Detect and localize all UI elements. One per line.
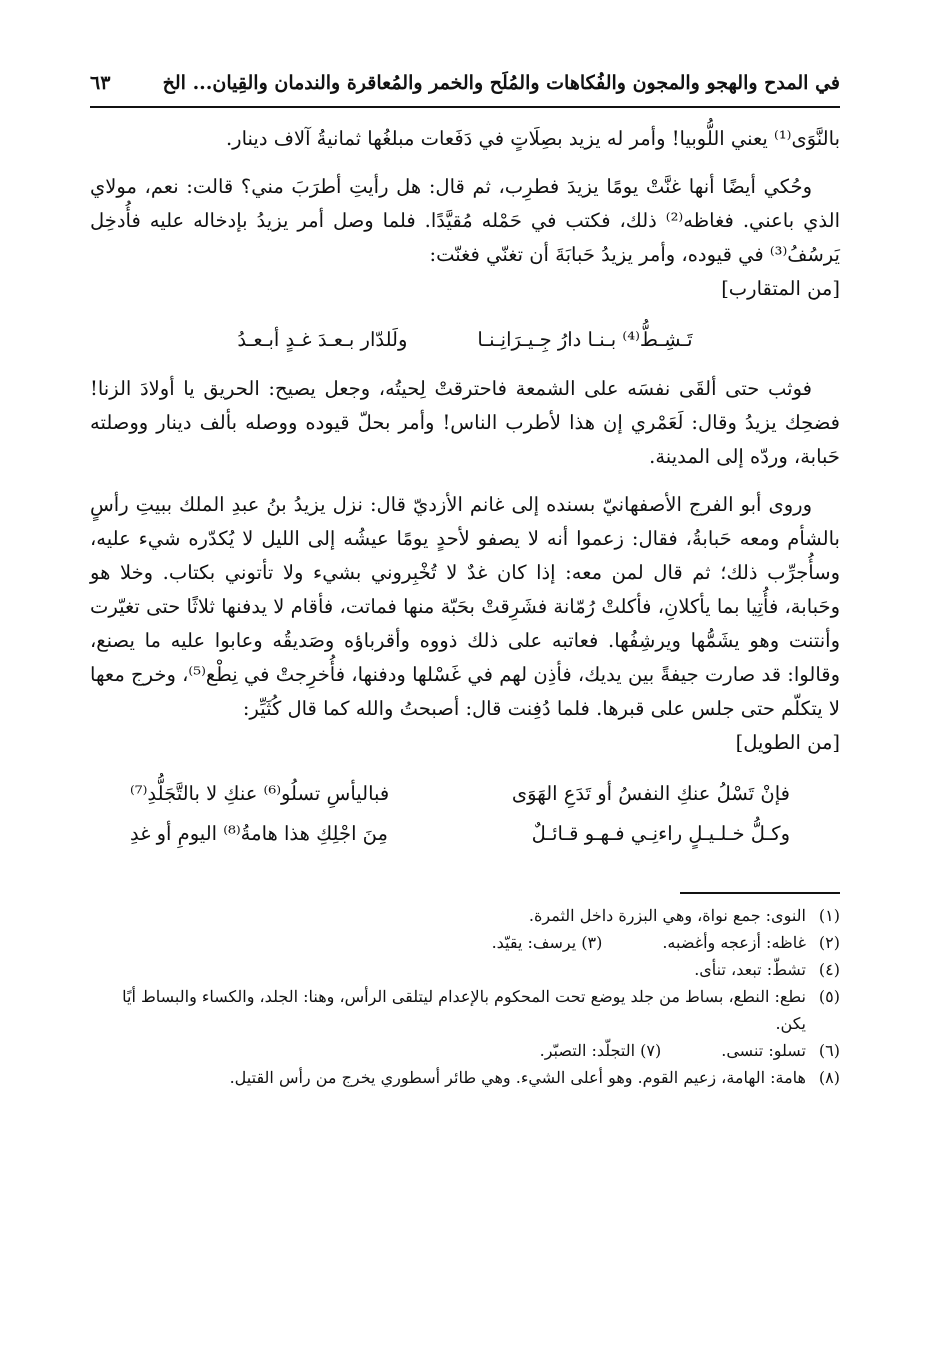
meter-label-2: [من الطويل] [735,731,840,754]
footnote-item [90,983,840,1037]
paragraph-2 [90,170,840,306]
verse-line-3 [90,814,840,854]
verse-hemistich-first: تَـشِـطُّ⁽⁴⁾ بـنـا دارُ جِـيـرَانِـنـا [477,328,693,351]
meter-label-1: [من المتقارب] [721,277,840,300]
footnote-number: (٥) [818,987,840,1006]
paragraph-2-text: وحُكي أيضًا أنها غنَّتْ يومًا يزيدَ فطرِب، ثم قال: هل رأيتِ أطرَبَ مني؟ قالت: نعم، مولاي الذي باعني. فغاظه⁽²⁾ ذلك، فكتب في حَمْله مُقيَّدًا. فلما وصل أمر يزيدُ بإدخاله عليه فأُدخِل يَرسُفُ⁽³⁾ في قيوده، وأمر يزيدُ حَبابَةَ أن تغنّي فغنّت: [90,175,840,266]
paragraph-4 [90,488,840,760]
footnote-text: نطع: النطع، بساط من جلد يوضع تحت المحكوم بالإعدام ليتلقى الرأس، وهنا: الجلد، والكساء والبساط أيًا يكن. [122,987,806,1033]
footnote-item [90,1037,840,1064]
footnote-number: (٢) [818,933,840,952]
verse-block [90,774,840,854]
footnote-text: النوى: جمع نواة، وهي البزرة داخل الثمرة. [528,906,806,925]
footnote-item [90,902,840,929]
footnote-item [90,929,840,956]
verse-line-1 [90,320,840,360]
footnote-item [90,1064,840,1091]
footnote-number: (٤) [818,960,840,979]
footnote-number: (٦) [818,1041,840,1060]
verse-line-2 [90,774,840,814]
verse-hemistich-second: مِنَ اجْلِكِ هذا هامةُ⁽⁸⁾ اليومِ أو غدِ [130,822,388,845]
page-number: ٦٣ [90,72,111,94]
verse-hemistich-second: ولَلدّار بـعـدَ غـدٍ أبـعـدُ [237,328,408,351]
verse-hemistich-first: وكـلُّ خـلـيـلٍ راءنِـي فـهـو قـائـلٌ [531,822,790,845]
footnote-number: (٧) [640,1041,662,1060]
footnote-number: (٨) [818,1068,840,1087]
footnote-inline-entry [540,1037,662,1064]
footnote-text: تشطّ: تبعد، تنأى. [694,960,806,979]
footnote-text: التجلّد: التصبّر. [539,1041,636,1060]
footnote-divider [680,892,840,894]
body-text [90,122,840,854]
footnote-number: (٣) [581,933,603,952]
verse-hemistich-second: فباليأسِ تسلُو⁽⁶⁾ عنكِ لا بالتَّجَلُّدِ⁽⁷⁾ [130,782,390,805]
footnote-text-pair [90,1037,806,1064]
footnote-text: يرسف: يقيّد. [491,933,577,952]
page-header [90,60,840,108]
paragraph-4-text: وروى أبو الفرج الأصفهانيّ بسنده إلى غانم الأزديّ قال: نزل يزيدُ بنُ عبدِ الملك ببيتِ رأسٍ بالشأم ومعه حَبابةُ، فقال: زعموا أنه لا يصفو لأحدٍ يومًا عيشُه إلى الليل لا يُكدّره شيء عليه، وسأُجرِّب ذلك؛ ثم قال لمن معه: إذا كان غدٌ لا تُخْبِروني بشيء ولا تأتوني بكتاب. وخلا هو وحَبابة، فأُتِيا بما يأكلانِ، فأكلتْ رُمّانة فشَرِقتْ بحَبّة منها فماتت، فأقام لا يدفنها ثلاثًا حتى تغيّرت وأنتنت وهو يشَمُّها ويرشِفُها. فعاتبه على ذلك ذووه وأقرباؤه وصَديقُه وعابوا عليه ما يصنع، وقالوا: قد صارت جيفةً بين يديك، فأذِن لهم في غَسْلها ودفنها، فأُخرِجتْ في نِطْع⁽⁵⁾، وخرج معها لا يتكلّم حتى جلس على قبرها. فلما دُفِنت قال: أصبحتُ والله كما قال كُثَيِّر: [90,493,840,720]
footnotes [90,902,840,1091]
running-title: في المدح والهجو والمجون والفُكاهات والمُلَح والخمر والمُعاقرة والندمان والقِيان... الخ [162,72,840,94]
footnote-text-pair [90,929,806,956]
paragraph-1: بالنَّوَى⁽¹⁾ يعني اللُّوبيا! وأمر له يزيد بصِلَاتٍ في دَفَعات مبلغُها ثمانيةُ آلاف دينار. [225,127,840,150]
footnote-item [90,956,840,983]
book-page [90,60,840,1091]
footnote-text: غاظه: أزعجه وأغضبه. [662,933,806,952]
footnote-text: تسلو: تنسى. [721,1041,806,1060]
footnote-text: هامة: الهامة، زعيم القوم. وهو أعلى الشيء. وهي طائر أسطوري يخرج من رأس القتيل. [229,1068,806,1087]
verse-hemistich-first: فإنْ تَسْلُ عنكِ النفسُ أو تَدَعِ الهَوَى [511,782,790,805]
footnote-inline-entry [492,929,603,956]
footnote-number: (١) [818,906,840,925]
paragraph-3: فوثب حتى ألقَى نفسَه على الشمعة فاحترقتْ لِحيتُه، وجعل يصيح: الحريق يا أولادَ الزنا! فضحِك يزيدُ وقال: لَعَمْري إن هذا لأطرب الناس! وأمر بحلّ قيوده ووصله بألف دينار ووصلته حَبابة، وردّه إلى المدينة. [90,377,840,468]
